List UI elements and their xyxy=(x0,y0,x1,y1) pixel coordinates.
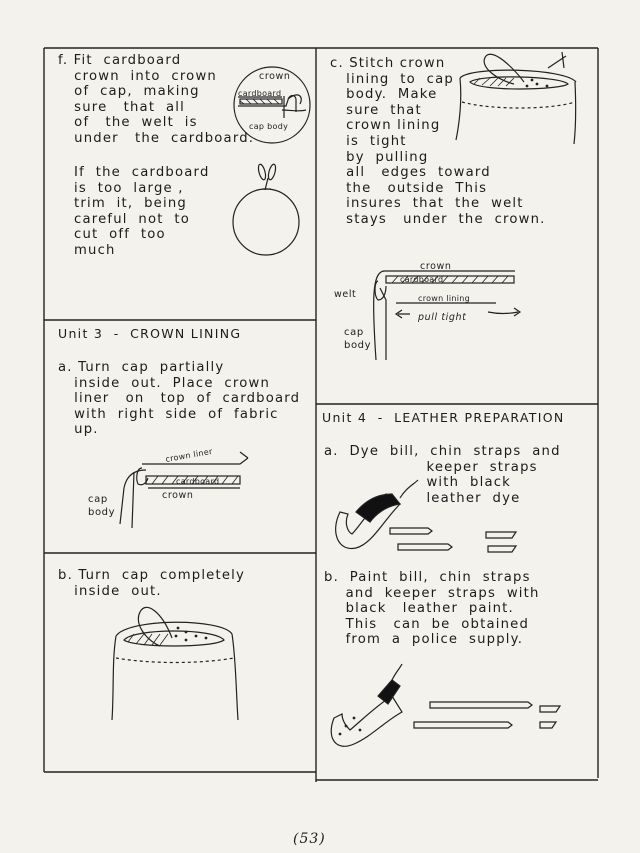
page-number: (53) xyxy=(293,831,326,847)
step-f-instructions: f. Fit cardboard crown into crown of cap, making sure that all of the welt is under the cardboard. xyxy=(58,53,255,146)
c-pull-tight-label: pull tight xyxy=(418,312,467,323)
u3-cardboard-label: cardboard xyxy=(176,477,220,486)
u3-crown-label: crown xyxy=(162,490,194,501)
c-welt-label: welt xyxy=(334,289,357,300)
step-f-trim-note: If the cardboard is too large , trim it, being careful not to cut off too much xyxy=(74,165,210,258)
u3-crown-liner-label: crown liner xyxy=(164,446,214,464)
scissors-trim-diagram xyxy=(233,163,299,255)
unit4-step-a: a. Dye bill, chin straps and keeper straps with black leather dye xyxy=(324,444,561,506)
f-capbody-label: cap body xyxy=(249,122,289,131)
unit4-title: Unit 4 - LEATHER PREPARATION xyxy=(322,410,565,425)
cap-inside-out-diagram xyxy=(112,607,238,720)
f-cardboard-label: cardboard xyxy=(238,89,282,98)
unit3-step-b: b. Turn cap completely inside out. xyxy=(58,568,246,599)
c-capbody-label: cap body xyxy=(344,327,372,351)
c-crown-label: crown xyxy=(420,261,452,272)
unit3-title: Unit 3 - CROWN LINING xyxy=(58,326,242,341)
unit3-step-a: a. Turn cap partially inside out. Place crown liner on top of cardboard with right side of fabric up. xyxy=(58,360,301,438)
u3-capbody-label: cap body xyxy=(88,494,116,518)
f-crown-label: crown xyxy=(259,71,291,82)
painted-bill-and-straps-diagram xyxy=(331,664,560,746)
c-cardboard-label: cardboard xyxy=(400,275,444,284)
c-crown-lining-label: crown lining xyxy=(418,294,471,303)
step-c-instructions: c. Stitch crown lining to cap body. Make sure that crown lining is tight by pulling all edges toward the outside This insures that the welt stays under the crown. xyxy=(330,56,546,227)
unit4-step-b: b. Paint bill, chin straps and keeper straps with black leather paint. This can be obtained from a police supply. xyxy=(324,570,540,648)
